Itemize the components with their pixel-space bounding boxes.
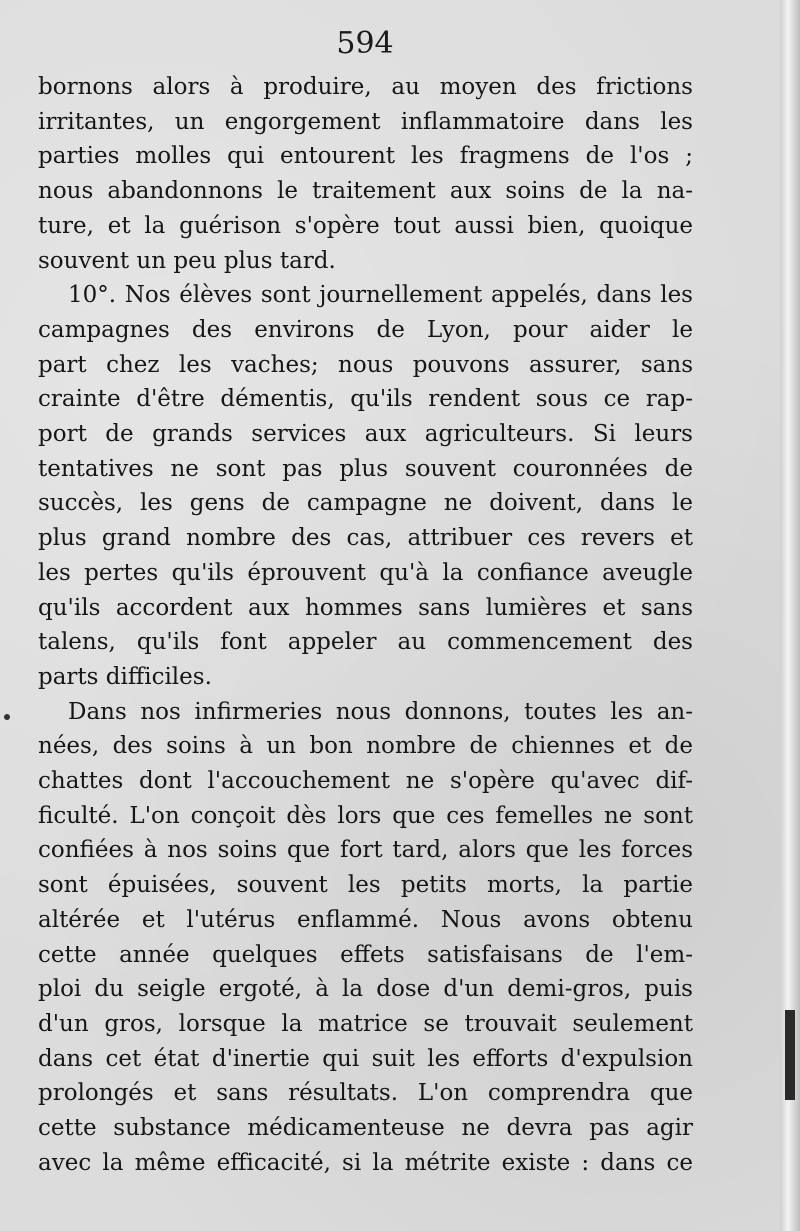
edge-shadow: [785, 1010, 795, 1100]
text-line: nous abandonnons le traitement aux soins de la na-: [38, 178, 693, 205]
text-line: 10°. Nos élèves sont journellement appelés, dans les: [68, 282, 693, 309]
text-line: succès, les gens de campagne ne doivent, dans le: [38, 490, 693, 517]
text-line: ploi du seigle ergoté, à la dose d'un demi-gros, puis: [38, 976, 693, 1003]
text-line: part chez les vaches; nous pouvons assurer, sans: [38, 351, 693, 378]
text-line: plus grand nombre des cas, attribuer ces revers et: [38, 525, 693, 552]
text-line: parts difficiles.: [38, 663, 212, 690]
text-line: sont épuisées, souvent les petits morts, la partie: [38, 872, 693, 899]
text-line: campagnes des environs de Lyon, pour aider le: [38, 316, 693, 343]
text-line: prolongés et sans résultats. L'on comprendra que: [38, 1080, 693, 1107]
body-text: [38, 70, 693, 1181]
text-line: ficulté. L'on conçoit dès lors que ces femelles ne sont: [38, 802, 693, 829]
text-line: cette substance médicamenteuse ne devra pas agir: [38, 1115, 693, 1142]
text-line: port de grands services aux agriculteurs. Si leurs: [38, 421, 693, 448]
ink-spot: [4, 714, 10, 720]
text-line: confiées à nos soins que fort tard, alors que les forces: [38, 837, 693, 864]
text-line: Dans nos infirmeries nous donnons, toutes les an-: [68, 698, 693, 725]
text-line: les pertes qu'ils éprouvent qu'à la confiance aveugle: [38, 559, 693, 586]
text-line: irritantes, un engorgement inflammatoire dans les: [38, 108, 693, 135]
text-line: parties molles qui entourent les fragmens de l'os ;: [38, 143, 693, 170]
text-line: souvent un peu plus tard.: [38, 247, 336, 274]
text-line: talens, qu'ils font appeler au commencement des: [38, 629, 693, 656]
text-line: altérée et l'utérus enflammé. Nous avons obtenu: [38, 906, 693, 933]
text-line: ture, et la guérison s'opère tout aussi bien, quoique: [38, 212, 693, 239]
text-line: nées, des soins à un bon nombre de chiennes et de: [38, 733, 693, 760]
page-number: 594: [336, 26, 394, 61]
text-line: bornons alors à produire, au moyen des frictions: [38, 74, 693, 100]
text-line: avec la même efficacité, si la métrite existe : dans ce: [38, 1149, 693, 1176]
text-line: chattes dont l'accouchement ne s'opère qu'avec dif-: [38, 768, 693, 795]
text-line: d'un gros, lorsque la matrice se trouvait seulement: [38, 1010, 693, 1037]
text-line: crainte d'être démentis, qu'ils rendent sous ce rap-: [38, 386, 693, 413]
text-line: cette année quelques effets satisfaisans de l'em-: [38, 941, 693, 968]
text-line: dans cet état d'inertie qui suit les efforts d'expulsion: [38, 1045, 693, 1072]
text-line: tentatives ne sont pas plus souvent couronnées de: [38, 455, 693, 482]
text-line: qu'ils accordent aux hommes sans lumières et sans: [38, 594, 693, 621]
